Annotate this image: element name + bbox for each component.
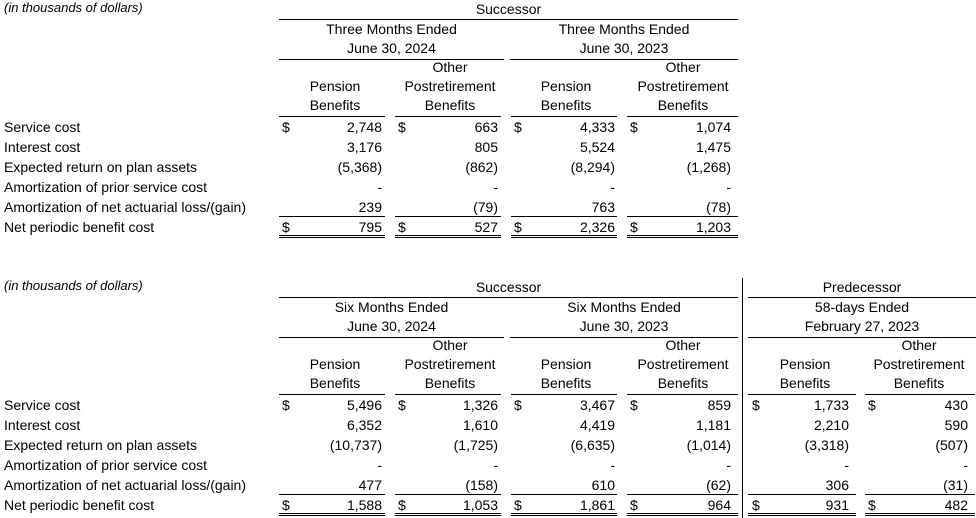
cell-value: 1,203 [695,219,731,235]
row-label: Net periodic benefit cost [4,219,155,235]
col-header-other: Other [665,337,701,353]
successor-header-1: Successor [475,1,542,17]
cell-value: - [726,179,731,195]
cell-value: 1,610 [462,417,498,433]
cell-value: 1,475 [695,139,731,155]
cell-value: 2,210 [813,417,849,433]
cell-value: 477 [358,477,382,493]
col-header-other: Other [665,59,701,75]
units-label-2: (in thousands of dollars) [4,278,143,293]
cell-value: 1,053 [462,497,498,513]
period-3-line2: February 27, 2023 [804,318,920,334]
cell-value: (1,725) [453,437,498,453]
dollar-sign: $ [514,219,522,235]
cell-value: 1,181 [695,417,731,433]
double-rule [627,235,738,238]
double-rule [279,235,385,238]
row-label: Expected return on plan assets [4,159,198,175]
double-rule [865,513,975,516]
dollar-sign: $ [282,397,290,413]
cell-value: 763 [591,199,615,215]
cell-value: - [610,457,615,473]
dollar-sign: $ [752,397,760,413]
cell-value: 1,733 [813,397,849,413]
cell-value: 663 [474,119,498,135]
cell-value: 430 [944,397,968,413]
cell-value: (1,268) [686,159,731,175]
cell-value: - [493,179,498,195]
rule [395,494,501,495]
cell-value: 5,496 [346,397,382,413]
period-2-line2: June 30, 2023 [579,40,669,56]
col-header-benefits: Benefits [893,375,945,391]
rule [627,216,738,217]
cell-value: (862) [465,159,498,175]
row-label: Amortization of prior service cost [4,457,208,473]
col-header-pension: Pension [540,356,592,372]
col-header-postretirement: Postretirement [637,78,729,94]
double-rule [511,513,617,516]
dollar-sign: $ [282,497,290,513]
cell-value: - [377,179,382,195]
col-header-postretirement: Postretirement [637,356,729,372]
cell-value: 4,419 [579,417,615,433]
cell-value: 3,467 [579,397,615,413]
period-1-line1: Six Months Ended [334,299,449,315]
rule [748,494,856,495]
cell-value: (507) [935,437,968,453]
cell-value: - [726,457,731,473]
cell-value: (79) [473,199,498,215]
double-rule [395,235,501,238]
row-label: Interest cost [4,139,81,155]
period-1-line2: June 30, 2024 [347,40,436,56]
double-rule [748,513,856,516]
period-1-line2: June 30, 2024 [347,318,436,334]
row-label: Service cost [4,119,81,135]
cell-value: 590 [944,417,968,433]
rule [627,494,738,495]
cell-value: 1,588 [346,497,382,513]
cell-value: 527 [474,219,498,235]
cell-value: 5,524 [579,139,615,155]
dollar-sign: $ [514,119,522,135]
col-header-benefits: Benefits [424,97,476,113]
cell-value: 2,748 [346,119,382,135]
cell-value: (8,294) [570,159,615,175]
double-rule [627,513,738,516]
col-header-other: Other [432,59,468,75]
col-header-postretirement: Postretirement [404,78,496,94]
period-2-line1: Six Months Ended [567,299,681,315]
row-label: Interest cost [4,417,81,433]
col-header-benefits: Benefits [540,375,592,391]
dollar-sign: $ [398,219,406,235]
dollar-sign: $ [868,397,876,413]
cell-value: (62) [706,477,731,493]
cell-value: 239 [358,199,382,215]
col-header-benefits: Benefits [309,97,361,113]
cell-value: - [377,457,382,473]
period-1-line1: Three Months Ended [326,21,457,37]
dollar-sign: $ [398,119,406,135]
rule [395,216,501,217]
period-3-line1: 58-days Ended [814,299,910,315]
units-label-1: (in thousands of dollars) [4,0,143,15]
cell-value: 1,861 [579,497,615,513]
cell-value: (5,368) [337,159,382,175]
col-header-postretirement: Postretirement [873,356,965,372]
cell-value: - [610,179,615,195]
rule [511,216,617,217]
dollar-sign: $ [630,219,638,235]
cell-value: 859 [707,397,731,413]
col-header-benefits: Benefits [657,375,709,391]
col-header-postretirement: Postretirement [404,356,496,372]
col-header-benefits: Benefits [309,375,361,391]
double-rule [511,235,617,238]
dollar-sign: $ [630,119,638,135]
dollar-sign: $ [630,497,638,513]
row-label: Amortization of prior service cost [4,179,208,195]
col-header-pension: Pension [309,78,361,94]
predecessor-divider [742,278,743,518]
cell-value: (158) [465,477,498,493]
rule [511,494,617,495]
cell-value: 482 [944,497,968,513]
row-label: Net periodic benefit cost [4,497,155,513]
col-header-pension: Pension [309,356,361,372]
cell-value: (78) [706,199,731,215]
cell-value: - [493,457,498,473]
col-header-pension: Pension [540,78,592,94]
cell-value: 1,074 [695,119,731,135]
cell-value: 4,333 [579,119,615,135]
cell-value: (6,635) [570,437,615,453]
row-label: Amortization of net actuarial loss/(gain) [4,477,246,493]
row-label: Amortization of net actuarial loss/(gain) [4,199,246,215]
cell-value: (10,737) [329,437,382,453]
dollar-sign: $ [514,397,522,413]
double-rule [279,513,385,516]
rule [279,216,385,217]
period-2-line2: June 30, 2023 [579,318,669,334]
col-header-other: Other [432,337,468,353]
row-label: Service cost [4,397,81,413]
rule [865,494,975,495]
col-header-benefits: Benefits [424,375,476,391]
period-2-line1: Three Months Ended [558,21,690,37]
dollar-sign: $ [752,497,760,513]
cell-value: - [844,457,849,473]
dollar-sign: $ [282,119,290,135]
rule [279,494,385,495]
col-header-benefits: Benefits [779,375,831,391]
predecessor-header: Predecessor [822,279,902,295]
dollar-sign: $ [282,219,290,235]
cell-value: 6,352 [346,417,382,433]
dollar-sign: $ [398,397,406,413]
cell-value: 2,326 [579,219,615,235]
successor-header-2: Successor [475,279,542,295]
double-rule [395,513,501,516]
cell-value: (31) [943,477,968,493]
cell-value: (3,318) [804,437,849,453]
cell-value: 931 [825,497,849,513]
cell-value: 3,176 [346,139,382,155]
row-label: Expected return on plan assets [4,437,198,453]
col-header-benefits: Benefits [657,97,709,113]
cell-value: 1,326 [462,397,498,413]
dollar-sign: $ [868,497,876,513]
cell-value: 805 [474,139,498,155]
cell-value: 306 [825,477,849,493]
dollar-sign: $ [398,497,406,513]
col-header-other: Other [901,337,937,353]
col-header-benefits: Benefits [540,97,592,113]
cell-value: (1,014) [686,437,731,453]
cell-value: - [963,457,968,473]
cell-value: 964 [707,497,731,513]
col-header-pension: Pension [779,356,831,372]
dollar-sign: $ [630,397,638,413]
cell-value: 795 [358,219,382,235]
dollar-sign: $ [514,497,522,513]
cell-value: 610 [591,477,615,493]
